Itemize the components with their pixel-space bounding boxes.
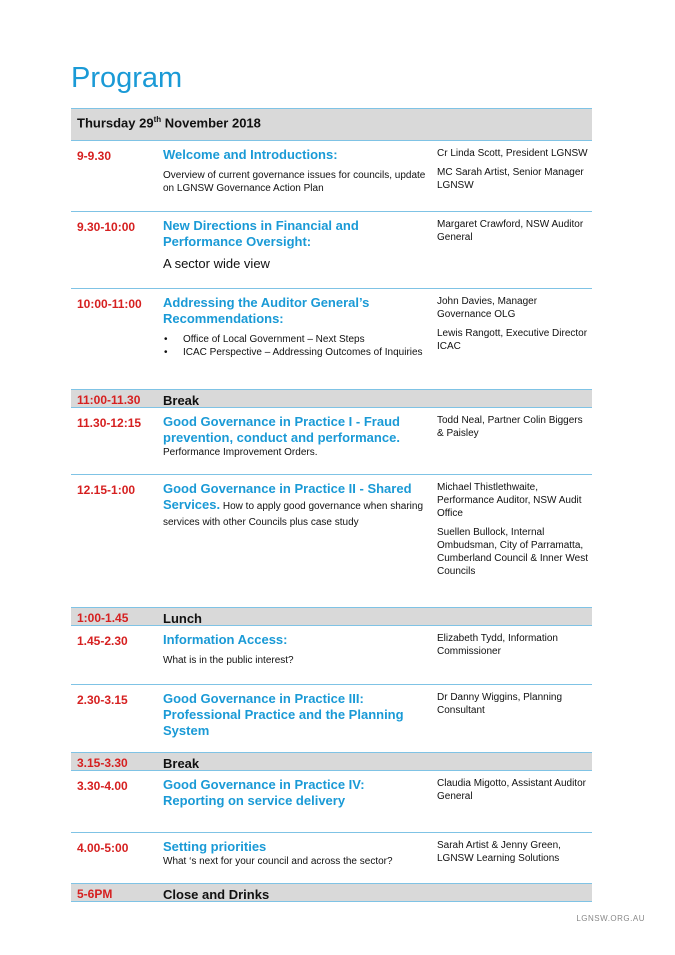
session-title: Break (163, 756, 200, 771)
session-row (71, 833, 592, 884)
page-title: Program (71, 62, 183, 94)
session-title: Welcome and Introductions: (163, 147, 338, 162)
date-sup: th (153, 115, 162, 124)
session-row (71, 289, 592, 390)
break-row (71, 608, 592, 626)
session-row (71, 141, 592, 212)
session-desc: Overview of current governance issues for councils, update on LGNSW Governance Action Plan (163, 170, 426, 194)
program-table (71, 108, 592, 902)
session-time: 3.30-4.00 (77, 779, 128, 793)
speaker: Suellen Bullock, Internal Ombudsman, City of Parramatta, Cumberland Council & Inner West Councils (437, 527, 588, 577)
session-title: Addressing the Auditor General’s Recommendations: (163, 295, 370, 326)
date-day: Thursday 29 (77, 115, 154, 131)
break-row (71, 390, 592, 408)
date-rest: November 2018 (161, 115, 261, 131)
session-time: 11.30-12:15 (77, 416, 142, 430)
bullet-item: • Office of Local Government – Next Steps (183, 333, 428, 346)
session-title: Close and Drinks (163, 887, 270, 902)
session-row (71, 408, 592, 475)
speaker: Cr Linda Scott, President LGNSW (437, 148, 588, 159)
session-time: 9-9.30 (77, 149, 112, 163)
session-desc: Performance Improvement Orders. (163, 447, 318, 458)
session-row (71, 475, 592, 608)
speaker: Claudia Migotto, Assistant Auditor General (437, 778, 586, 802)
break-row (71, 884, 592, 902)
session-title-text: Good Governance in Practice II - Shared Services. (163, 481, 412, 512)
date-header (71, 109, 592, 141)
session-time: 1:00-1.45 (77, 611, 129, 625)
session-title (163, 481, 428, 529)
session-time: 1.45-2.30 (77, 634, 128, 648)
bullet-item: • ICAC Perspective – Addressing Outcomes of Inquiries (183, 346, 428, 359)
session-row (71, 685, 592, 753)
session-time: 12.15-1:00 (77, 483, 136, 497)
session-title: Information Access: (163, 632, 288, 647)
session-row (71, 212, 592, 289)
session-time: 2.30-3.15 (77, 693, 128, 707)
speaker: John Davies, Manager Governance OLG (437, 296, 538, 320)
session-time: 5-6PM (77, 887, 113, 901)
speaker: Sarah Artist & Jenny Green, LGNSW Learning Solutions (437, 840, 561, 864)
speaker: Elizabeth Tydd, Information Commissioner (437, 633, 558, 657)
session-row (71, 626, 592, 685)
session-desc: A sector wide view (163, 256, 270, 271)
session-time: 4.00-5:00 (77, 841, 129, 855)
speaker: Dr Danny Wiggins, Planning Consultant (437, 692, 563, 716)
session-title: Good Governance in Practice I - Fraud prevention, conduct and performance. (163, 414, 400, 445)
session-title: Break (163, 393, 200, 408)
session-time: 9.30-10:00 (77, 220, 136, 234)
session-time: 3.15-3.30 (77, 756, 128, 770)
speaker: Margaret Crawford, NSW Auditor General (437, 219, 584, 243)
session-title: Good Governance in Practice III: Professional Practice and the Planning System (163, 691, 404, 738)
footer-url: LGNSW.ORG.AU (576, 914, 645, 923)
speaker: Lewis Rangott, Executive Director ICAC (437, 328, 588, 352)
speaker: MC Sarah Artist, Senior Manager LGNSW (437, 167, 584, 191)
session-title: Setting priorities (163, 839, 267, 854)
session-time: 11:00-11.30 (77, 393, 141, 407)
session-title: Good Governance in Practice IV: Reporting on service delivery (163, 777, 365, 808)
session-title: Lunch (163, 611, 202, 626)
session-time: 10:00-11:00 (77, 297, 142, 311)
session-row (71, 771, 592, 833)
session-desc: What is in the public interest? (163, 655, 294, 666)
speaker: Michael Thistlethwaite, Performance Auditor, NSW Audit Office (437, 482, 582, 519)
speaker: Todd Neal, Partner Colin Biggers & Paisley (437, 415, 583, 439)
break-row (71, 753, 592, 771)
session-title: New Directions in Financial and Performance Oversight: (163, 218, 359, 249)
session-inline-desc: How to apply good governance when sharing services with other Councils plus case study (163, 501, 424, 528)
session-desc: What ‘s next for your council and across the sector? (163, 856, 393, 867)
